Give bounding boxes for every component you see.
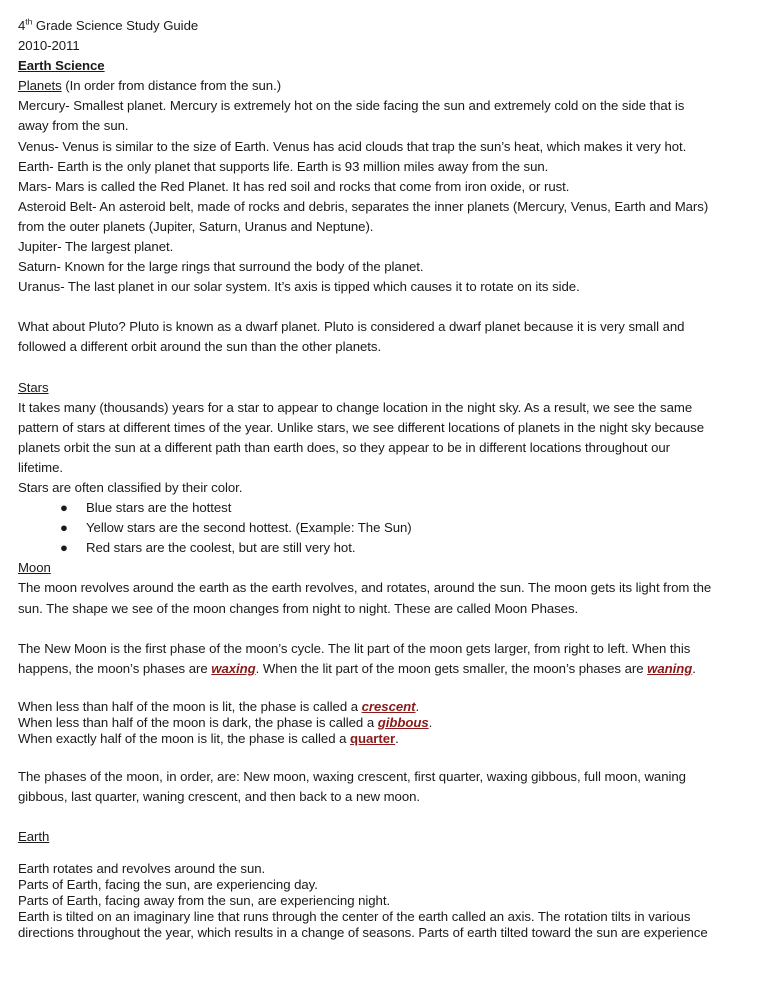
planets-text-line: Mercury- Smallest planet. Mercury is extremely hot on the side facing the sun and extremely cold on the side that is xyxy=(18,98,685,114)
phases-line: The phases of the moon, in order, are: New moon, waxing crescent, first quarter, waxing gibbous, full moon, waning xyxy=(18,768,686,784)
planets-heading-note: (In order from distance from the sun.) xyxy=(61,78,282,94)
earth-text-line: Parts of Earth, facing away from the sun, are experiencing night. xyxy=(18,893,391,909)
paragraph-gap xyxy=(18,619,748,639)
paragraph-gap xyxy=(18,358,748,378)
stars-text-line: Stars are often classified by their color. xyxy=(18,479,243,495)
planets-text-line: away from the sun. xyxy=(18,118,129,134)
school-year: 2010-2011 xyxy=(18,38,80,54)
planets-heading-line xyxy=(18,76,748,96)
pluto-text-line: What about Pluto? Pluto is known as a dwarf planet. Pluto is considered a dwarf planet because it is very small and xyxy=(18,319,685,335)
planets-text-line: Venus- Venus is similar to the size of Earth. Venus has acid clouds that trap the sun’s heat, which makes it very hot. xyxy=(18,138,687,154)
planets-text-line: Earth- Earth is the only planet that supports life. Earth is 93 million miles away from the sun. xyxy=(18,158,549,174)
earth-text-line: Earth rotates and revolves around the sun. xyxy=(18,861,266,877)
stars-text-line: pattern of stars at different times of the year. Unlike stars, we see different locations of planets in the night sky because xyxy=(18,419,704,435)
list-item xyxy=(18,538,748,558)
gibbous-line xyxy=(18,715,748,731)
new-moon-line: The New Moon is the first phase of the moon’s cycle. The lit part of the moon gets larger, from right to left. When this xyxy=(18,640,691,656)
planets-heading: Planets xyxy=(18,78,62,94)
crescent-line xyxy=(18,699,748,715)
document-title xyxy=(18,16,748,36)
stars-text-line: It takes many (thousands) years for a star to appear to change location in the night sky. As a result, we see the same xyxy=(18,399,693,415)
planets-text-line: Saturn- Known for the large rings that surround the body of the planet. xyxy=(18,259,424,275)
title-text: Grade Science Study Guide xyxy=(32,18,199,33)
stars-text-line: planets orbit the sun at a different path than earth does, so they appear to be in different locations throughout our xyxy=(18,439,671,455)
text-segment: . When the lit part of the moon gets smaller, the moon’s phases are xyxy=(255,660,648,676)
pluto-text-line: followed a different orbit around the sun than the other planets. xyxy=(18,339,382,355)
grade-suffix: th xyxy=(25,16,33,27)
paragraph-gap xyxy=(18,847,748,861)
section-heading: Earth Science xyxy=(18,58,105,74)
term-waning: waning xyxy=(647,660,693,676)
list-item-text: Blue stars are the hottest xyxy=(86,500,232,516)
earth-text-line: directions throughout the year, which results in a change of seasons. Parts of earth tilted toward the sun are experience xyxy=(18,925,708,941)
quarter-line xyxy=(18,731,748,747)
text-segment: happens, the moon’s phases are xyxy=(18,660,212,676)
stars-text-line: lifetime. xyxy=(18,459,63,475)
paragraph-gap xyxy=(18,297,748,317)
text-segment: When exactly half of the moon is lit, the phase is called a xyxy=(18,730,350,746)
list-item-text: Yellow stars are the second hottest. (Example: The Sun) xyxy=(86,520,412,536)
moon-text-line: The moon revolves around the earth as the earth revolves, and rotates, around the sun. The moon gets its light from the xyxy=(18,580,712,596)
text-segment: . xyxy=(428,714,433,730)
term-gibbous: gibbous xyxy=(377,714,429,730)
planets-text-line: Asteroid Belt- An asteroid belt, made of rocks and debris, separates the inner planets (Mercury, Venus, Earth and Mars) xyxy=(18,198,709,214)
moon-heading: Moon xyxy=(18,560,51,576)
paragraph-gap xyxy=(18,747,748,767)
planets-text-line: Jupiter- The largest planet. xyxy=(18,239,174,255)
grade-number: 4 xyxy=(18,18,26,33)
text-segment: When less than half of the moon is lit, the phase is called a xyxy=(18,698,362,714)
phases-line: gibbous, last quarter, waning crescent, and then back to a new moon. xyxy=(18,788,420,804)
paragraph-gap xyxy=(18,679,748,699)
earth-text-line: Earth is tilted on an imaginary line that runs through the center of the earth called an axis. The rotation tilts in various xyxy=(18,909,691,925)
planets-text-line: from the outer planets (Jupiter, Saturn, Uranus and Neptune). xyxy=(18,218,374,234)
moon-text-line: sun. The shape we see of the moon changes from night to night. These are called Moon Phases. xyxy=(18,600,579,616)
stars-heading: Stars xyxy=(18,379,49,395)
waxing-waning-line xyxy=(18,659,748,679)
text-segment: When less than half of the moon is dark, the phase is called a xyxy=(18,714,378,730)
text-segment: . xyxy=(395,730,399,746)
paragraph-gap xyxy=(18,807,748,827)
bullet-icon: ● xyxy=(60,540,68,556)
earth-text-line: Parts of Earth, facing the sun, are experiencing day. xyxy=(18,877,318,893)
term-crescent: crescent xyxy=(361,698,416,714)
list-item xyxy=(18,518,748,538)
text-segment: . xyxy=(415,698,420,714)
term-quarter: quarter xyxy=(350,730,396,746)
list-item xyxy=(18,498,748,518)
list-item-text: Red stars are the coolest, but are still very hot. xyxy=(86,540,356,556)
term-waxing: waxing xyxy=(211,660,256,676)
earth-heading: Earth xyxy=(18,829,50,844)
star-color-list xyxy=(18,498,748,558)
bullet-icon: ● xyxy=(60,500,68,516)
planets-text-line: Mars- Mars is called the Red Planet. It has red soil and rocks that come from iron oxide, or rust. xyxy=(18,178,570,194)
planets-text-line: Uranus- The last planet in our solar system. It’s axis is tipped which causes it to rotate on its side. xyxy=(18,279,580,295)
text-segment: . xyxy=(692,660,696,676)
bullet-icon: ● xyxy=(60,520,68,536)
